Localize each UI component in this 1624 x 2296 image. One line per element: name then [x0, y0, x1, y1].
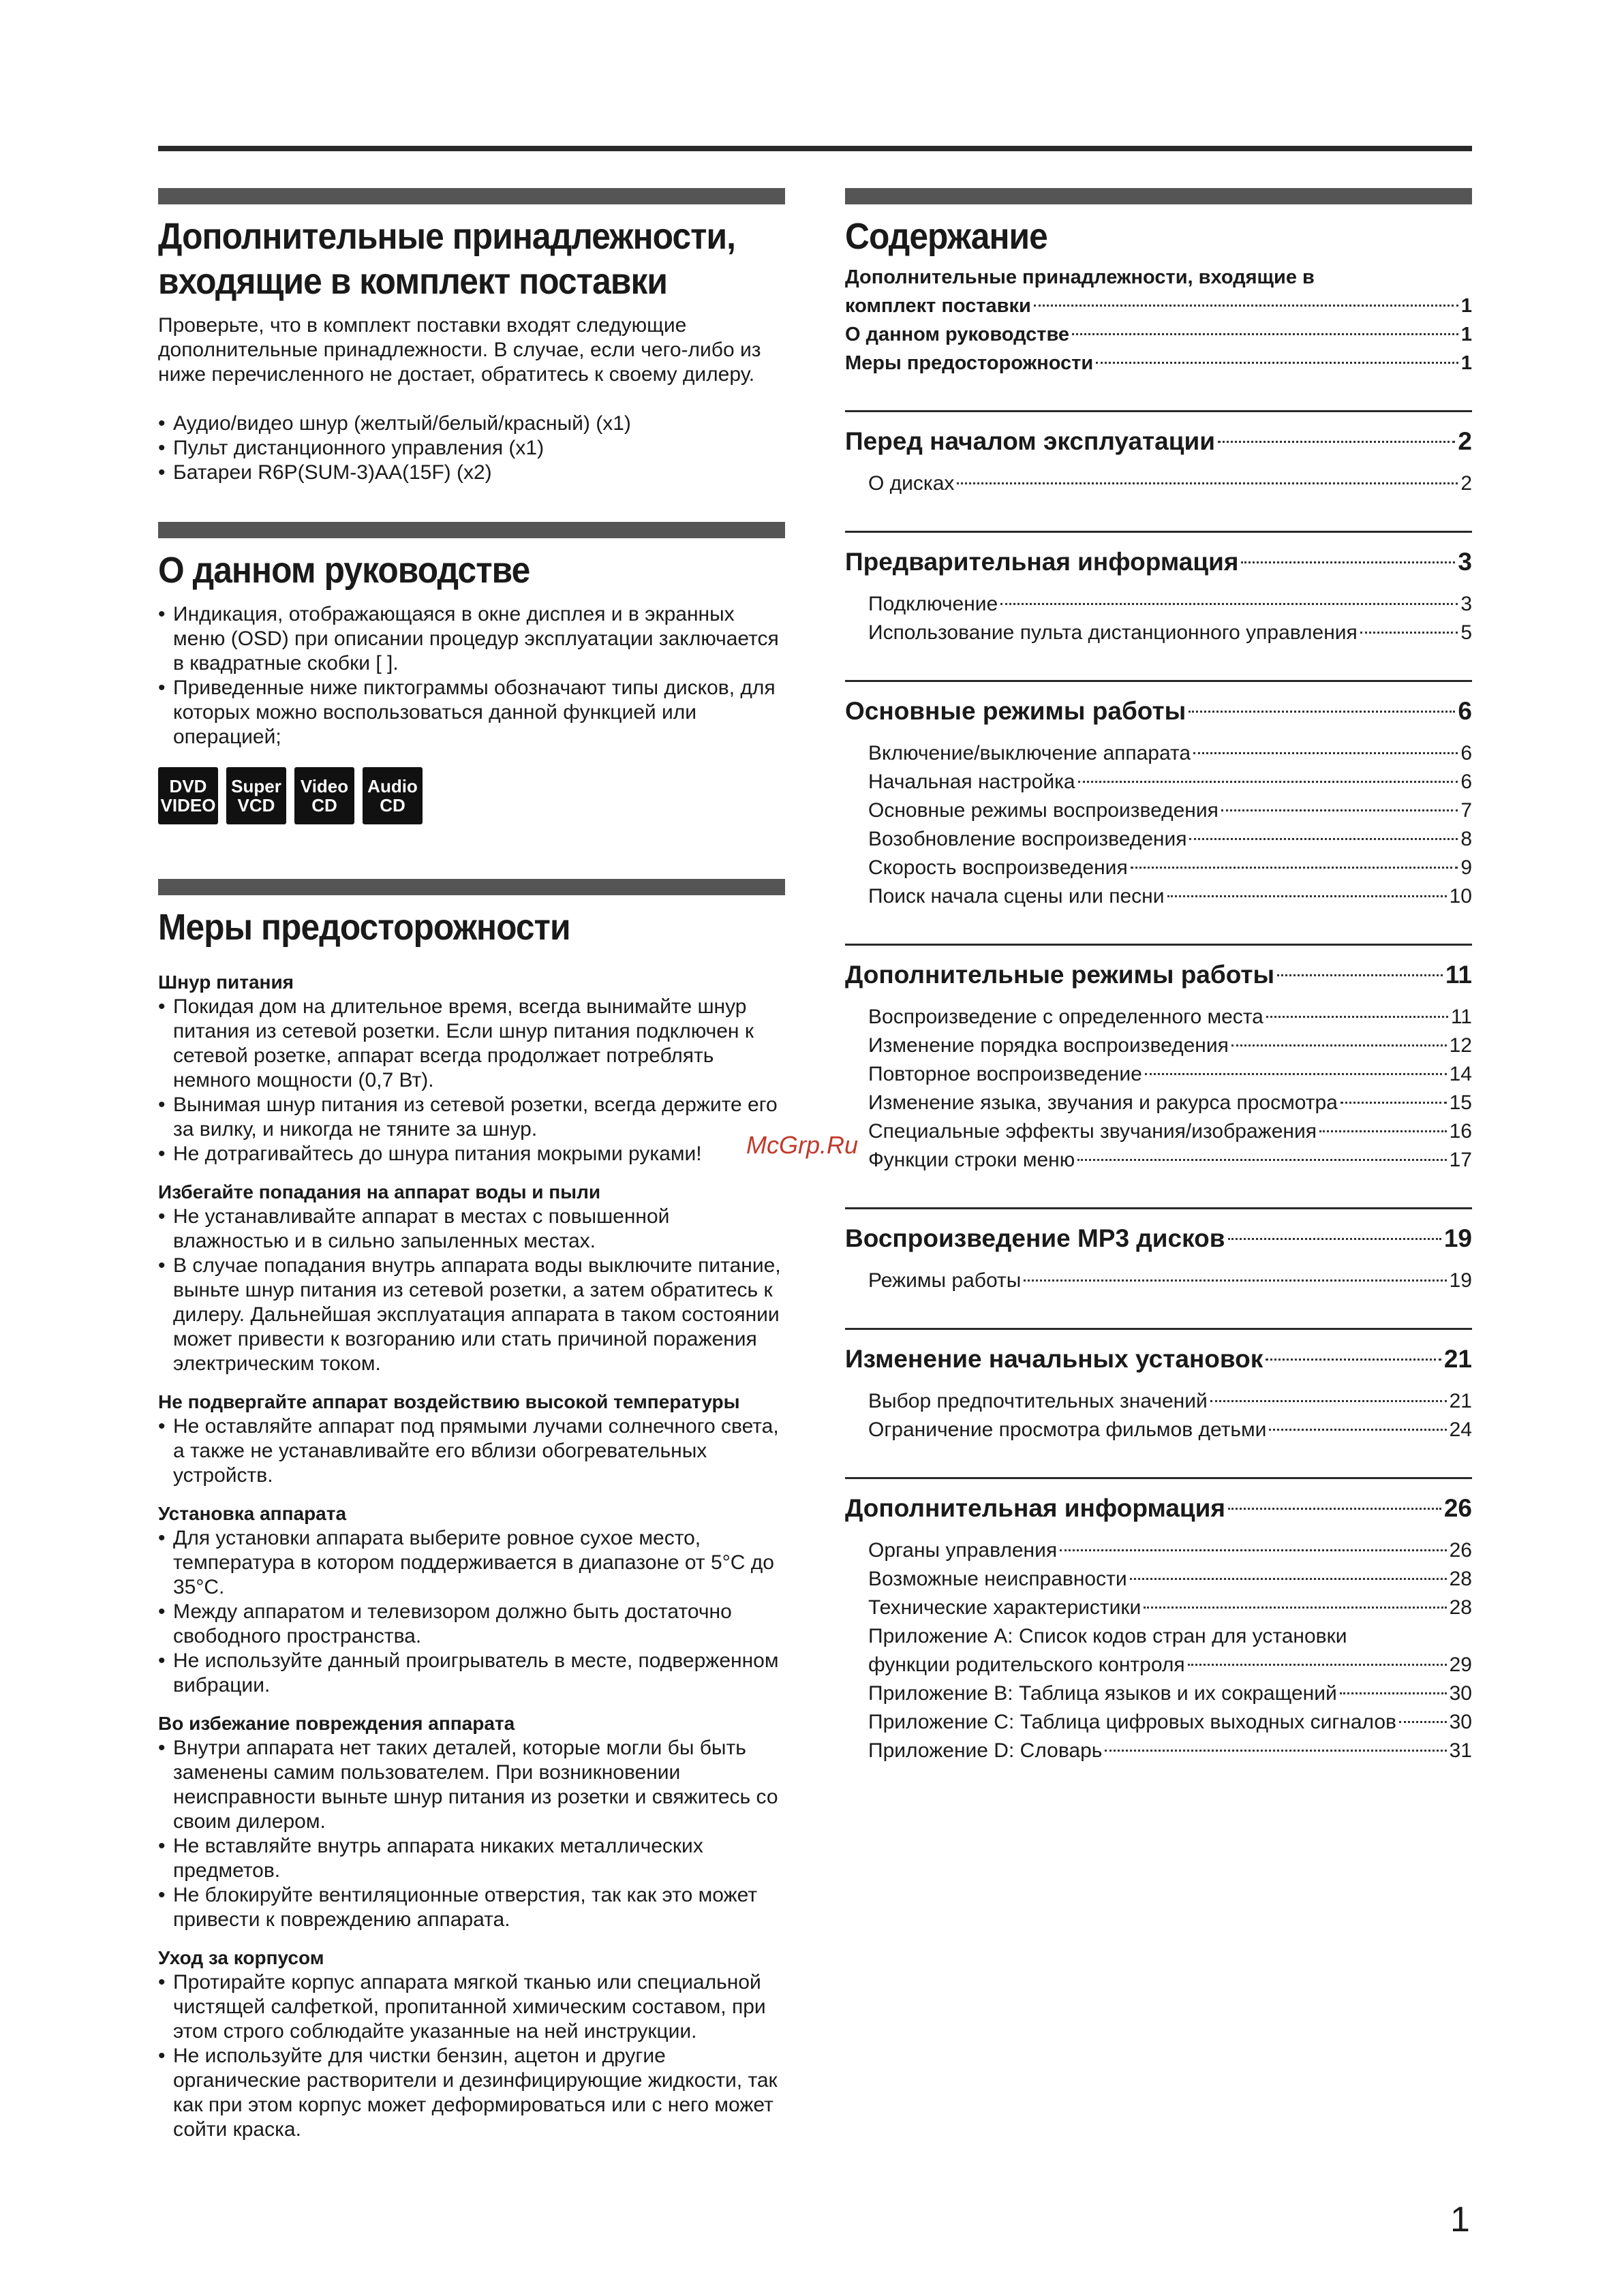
dot-leader — [1188, 1664, 1447, 1666]
toc-entry[interactable]: Функции строки меню 17 — [868, 1149, 1472, 1171]
dot-leader — [1072, 333, 1458, 335]
dot-leader — [1340, 1692, 1447, 1694]
toc-entry[interactable]: Начальная настройка 6 — [868, 771, 1472, 793]
toc-entry[interactable]: Ограничение просмотра фильмов детьми 24 — [868, 1418, 1472, 1441]
list-item: • В случае попадания внутрь аппарата воды выключите питание, выньте шнур питания из сетевой розетки, а затем обратитесь к дилеру. Дальнейшая эксплуатация аппарата в таком состоянии может привести к возгоранию или стать причиной поражения электрическим током. — [158, 1254, 785, 1376]
safety-heading-heat: Не подвергайте аппарат воздействию высокой температуры — [158, 1391, 740, 1412]
toc-entry[interactable]: функции родительского контроля 29 — [868, 1654, 1472, 1676]
toc-section — [845, 1328, 1472, 1444]
toc-intro — [845, 263, 1472, 377]
list-item: • Не оставляйте аппарат под прямыми лучами солнечного света, а также не устанавливайте его вблизи обогревательных устройств. — [158, 1414, 785, 1488]
section-bar — [158, 879, 785, 895]
toc-subentries — [845, 739, 1472, 911]
dot-leader — [1228, 1508, 1441, 1510]
accessories-section — [158, 188, 785, 485]
list-item: • Не дотрагивайтесь до шнура питания мокрыми руками! — [158, 1142, 785, 1166]
toc-section-heading[interactable]: Дополнительные режимы работы 11 — [845, 961, 1472, 989]
dot-leader — [1210, 1400, 1447, 1402]
safety-list — [158, 995, 785, 1166]
safety-section — [158, 879, 785, 2142]
toc-section-heading[interactable]: Предварительная информация 3 — [845, 548, 1472, 576]
manual-title: О данном руководстве — [158, 550, 530, 591]
dot-leader — [1340, 1102, 1447, 1104]
accessories-intro: Проверьте, что в комплект поставки входят следующие дополнительные принадлежности. В случае, если чего-либо из ниже перечисленного не достает, обратитесь к своему дилеру. — [158, 314, 761, 386]
safety-list — [158, 1526, 785, 1698]
toc-entry[interactable]: Включение/выключение аппарата 6 — [868, 742, 1472, 764]
list-item: • Не блокируйте вентиляционные отверстия, так как это может привести к повреждению аппарата. — [158, 1883, 785, 1932]
dot-leader — [1193, 752, 1458, 754]
list-item: • Аудио/видео шнур (желтый/белый/красный) (x1) — [158, 412, 785, 436]
toc-entry[interactable]: Технические характеристики 28 — [868, 1596, 1472, 1619]
list-item: • Приведенные ниже пиктограммы обозначают типы дисков, для которых можно воспользоваться данной функцией или операцией; — [158, 676, 785, 749]
toc-entry[interactable]: Приложение C: Таблица цифровых выходных сигналов 30 — [868, 1711, 1472, 1733]
dot-leader — [1241, 561, 1455, 563]
toc-subentries — [845, 1536, 1472, 1765]
toc-entry[interactable]: Изменение порядка воспроизведения 12 — [868, 1034, 1472, 1057]
page-number: 1 — [1450, 2200, 1470, 2239]
toc-section-heading[interactable]: Изменение начальных установок 21 — [845, 1345, 1472, 1373]
dot-leader — [1078, 781, 1458, 783]
dot-leader — [1277, 974, 1443, 976]
list-item: • Индикация, отображающаяся в окне дисплея и в экранных меню (OSD) при описании процедур эксплуатации заключается в квадратные скобки [ ]. — [158, 602, 785, 676]
list-item: • Покидая дом на длительное время, всегда вынимайте шнур питания из сетевой розетки. Если шнур питания подключен к сетевой розетке, аппарат всегда продолжает потреблять немного мощности (0,7 Вт). — [158, 995, 785, 1093]
dot-leader — [1360, 632, 1458, 634]
safety-title: Меры предосторожности — [158, 907, 570, 948]
list-item: • Не вставляйте внутрь аппарата никаких металлических предметов. — [158, 1834, 785, 1883]
dot-leader — [1266, 1359, 1441, 1361]
dot-leader — [1131, 867, 1458, 869]
toc-subentries — [845, 1387, 1472, 1444]
toc-entry[interactable]: Основные режимы воспроизведения 7 — [868, 799, 1472, 822]
toc-entry[interactable]: Повторное воспроизведение 14 — [868, 1063, 1472, 1085]
toc-subentries — [845, 469, 1472, 498]
toc-subentries — [845, 1267, 1472, 1295]
dot-leader — [1399, 1721, 1447, 1723]
super-vcd-icon: Super VCD — [226, 767, 286, 824]
safety-heading-damage: Во избежание повреждения аппарата — [158, 1713, 515, 1734]
dot-leader — [1077, 1159, 1446, 1161]
left-column — [158, 188, 785, 2142]
dot-leader — [1228, 1238, 1441, 1240]
watermark: McGrp.Ru — [746, 1131, 859, 1159]
table-of-contents — [845, 188, 1472, 1765]
safety-list — [158, 1970, 785, 2142]
toc-section — [845, 1207, 1472, 1295]
safety-list — [158, 1736, 785, 1932]
toc-section — [845, 680, 1472, 911]
section-bar — [158, 522, 785, 538]
toc-title: Содержание — [845, 216, 1047, 257]
toc-entry[interactable]: О данном руководстве 1 — [845, 324, 1472, 345]
manual-section — [158, 522, 785, 824]
dot-leader — [1221, 809, 1458, 811]
dot-leader — [1231, 1044, 1447, 1046]
toc-entry[interactable]: Возможные неисправности 28 — [868, 1568, 1472, 1590]
dot-leader — [1060, 1549, 1447, 1551]
dot-leader — [1145, 1073, 1447, 1075]
toc-entry[interactable]: Дополнительные принадлежности, входящие в — [845, 266, 1315, 288]
dot-leader — [1034, 305, 1458, 307]
dot-leader — [1167, 895, 1447, 897]
toc-entry[interactable]: Специальные эффекты звучания/изображения 16 — [868, 1120, 1472, 1143]
section-bar — [845, 188, 1472, 204]
toc-entry[interactable]: Подключение 3 — [868, 593, 1472, 615]
audio-cd-icon: Audio CD — [363, 767, 423, 824]
toc-section — [845, 531, 1472, 647]
safety-heading-water: Избегайте попадания на аппарат воды и пыли — [158, 1181, 601, 1203]
list-item: • Внутри аппарата нет таких деталей, которые могли бы быть заменены самим пользователем. При возникновении неисправности выньте шнур питания из розетки и свяжитесь со своим дилером. — [158, 1736, 785, 1834]
toc-section-heading[interactable]: Перед началом эксплуатации 2 — [845, 427, 1472, 455]
dot-leader — [1319, 1130, 1447, 1132]
safety-heading-power-cord: Шнур питания — [158, 972, 294, 993]
dot-leader — [1024, 1279, 1446, 1282]
toc-entry[interactable]: Воспроизведение с определенного места 11 — [868, 1006, 1472, 1028]
section-bar — [158, 188, 785, 204]
toc-subentries — [845, 590, 1472, 647]
top-rule — [158, 146, 1472, 151]
toc-section-heading[interactable]: Основные режимы работы 6 — [845, 697, 1472, 725]
list-item: • Не устанавливайте аппарат в местах с повышенной влажностью и в сильно запыленных местах. — [158, 1205, 785, 1254]
dot-leader — [1218, 441, 1455, 443]
toc-entry[interactable]: комплект поставки 1 — [845, 295, 1472, 317]
toc-entry[interactable]: Приложение A: Список кодов стран для установки — [868, 1625, 1347, 1647]
list-item: • Между аппаратом и телевизором должно быть достаточно свободного пространства. — [158, 1600, 785, 1649]
toc-entry[interactable]: Органы управления 26 — [868, 1539, 1472, 1562]
list-item: • Не используйте данный проигрыватель в месте, подверженном вибрации. — [158, 1649, 785, 1698]
toc-entry[interactable]: Возобновление воспроизведения 8 — [868, 828, 1472, 850]
dot-leader — [1189, 711, 1455, 713]
dvd-video-icon: DVD VIDEO — [158, 767, 218, 824]
toc-section-heading[interactable]: Воспроизведение MP3 дисков 19 — [845, 1224, 1472, 1252]
toc-section-heading[interactable]: Дополнительная информация 26 — [845, 1494, 1472, 1522]
accessories-title: Дополнительные принадлежности, входящие в комплект поставки — [158, 216, 736, 302]
video-cd-icon: Video CD — [294, 767, 354, 824]
toc-entry[interactable]: Поиск начала сцены или песни 10 — [868, 885, 1472, 907]
toc-entry[interactable]: Меры предосторожности 1 — [845, 352, 1472, 374]
list-item: • Пульт дистанционного управления (x1) — [158, 436, 785, 461]
toc-entry[interactable]: Режимы работы 19 — [868, 1269, 1472, 1292]
safety-list — [158, 1414, 785, 1488]
toc-section — [845, 410, 1472, 498]
list-item: • Батареи R6P(SUM-3)AA(15F) (x2) — [158, 461, 785, 485]
toc-entry[interactable]: О дисках 2 — [868, 472, 1472, 495]
toc-entry[interactable]: Использование пульта дистанционного управления 5 — [868, 621, 1472, 644]
safety-list — [158, 1205, 785, 1376]
toc-subentries — [845, 1003, 1472, 1175]
dot-leader — [1269, 1429, 1446, 1431]
toc-entry[interactable]: Приложение D: Словарь 31 — [868, 1739, 1472, 1762]
list-item: • Не используйте для чистки бензин, ацетон и другие органические растворители и дезинфицирующие жидкости, так как при этом корпус может деформироваться или с него может сойти краска. — [158, 2044, 785, 2142]
list-item: • Для установки аппарата выберите ровное сухое место, температура в котором поддерживается в диапазоне от 5°C до 35°C. — [158, 1526, 785, 1600]
toc-entry[interactable]: Приложение B: Таблица языков и их сокращений 30 — [868, 1682, 1472, 1705]
toc-section — [845, 1477, 1472, 1765]
manual-list — [158, 602, 785, 749]
toc-entry[interactable]: Скорость воспроизведения 9 — [868, 856, 1472, 879]
dot-leader — [1096, 362, 1458, 364]
list-item: • Протирайте корпус аппарата мягкой тканью или специальной чистящей салфеткой, пропитанной химическим составом, при этом строго соблюдайте указанные на ней инструкции. — [158, 1970, 785, 2044]
disc-type-icons — [158, 767, 785, 824]
dot-leader — [1000, 603, 1458, 605]
toc-entry[interactable]: Изменение языка, звучания и ракурса просмотра 15 — [868, 1091, 1472, 1114]
dot-leader — [1144, 1607, 1446, 1609]
dot-leader — [1189, 838, 1458, 840]
safety-heading-cabinet-care: Уход за корпусом — [158, 1947, 324, 1968]
toc-entry[interactable]: Выбор предпочтительных значений 21 — [868, 1390, 1472, 1412]
accessories-list — [158, 412, 785, 485]
dot-leader — [1105, 1750, 1446, 1752]
toc-section — [845, 944, 1472, 1175]
dot-leader — [957, 482, 1458, 484]
dot-leader — [1266, 1016, 1448, 1018]
safety-heading-installation: Установка аппарата — [158, 1503, 347, 1524]
list-item: • Вынимая шнур питания из сетевой розетки, всегда держите его за вилку, и никогда не тяните за шнур. — [158, 1093, 785, 1142]
dot-leader — [1130, 1578, 1447, 1580]
